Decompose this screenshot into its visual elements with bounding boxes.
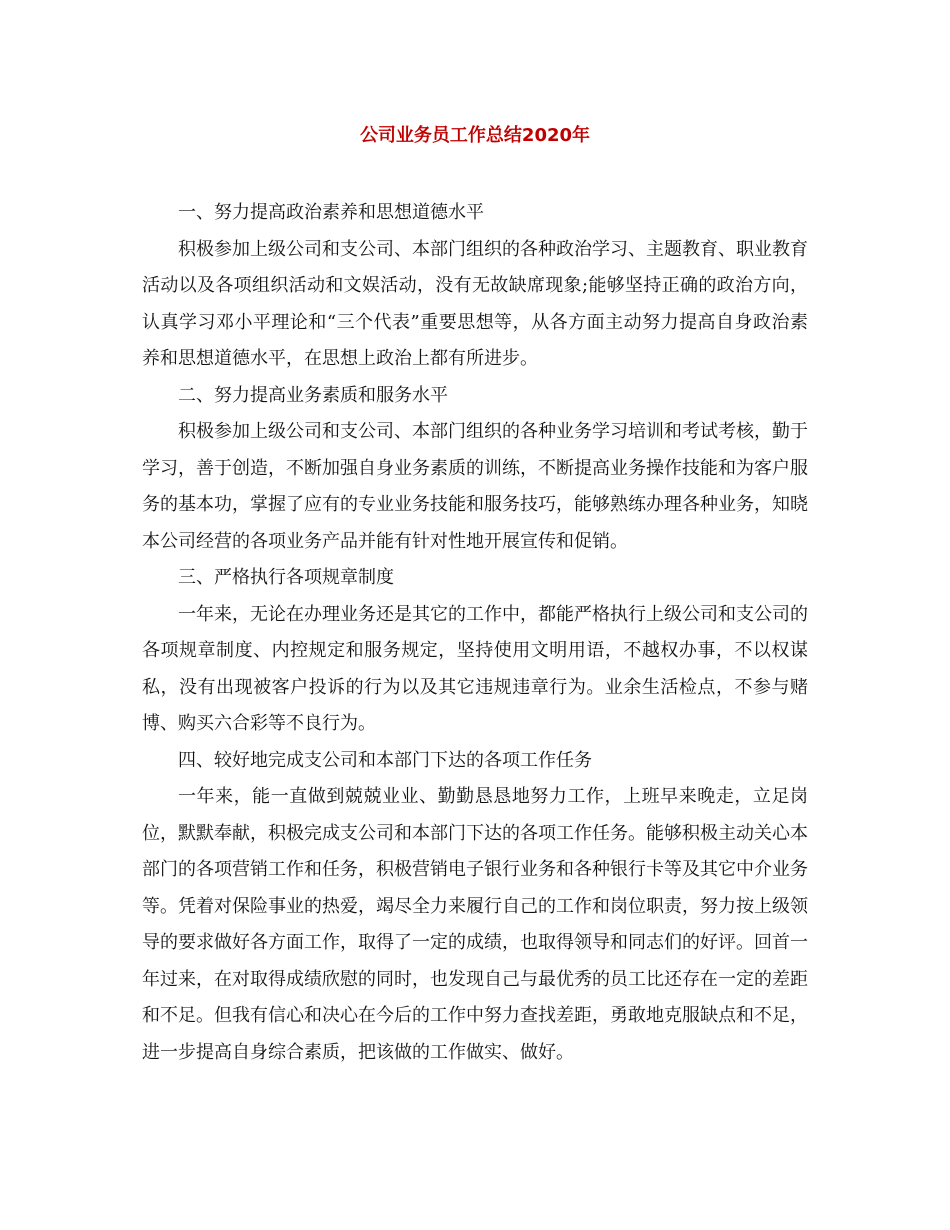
section-3 bbox=[142, 560, 808, 743]
section-1 bbox=[142, 195, 808, 378]
document-title: 公司业务员工作总结2020年 bbox=[359, 125, 591, 146]
section-paragraph: 积极参加上级公司和支公司、本部门组织的各种业务学习培训和考试考核，勤于学习，善于创造，不断加强自身业务素质的训练，不断提高业务操作技能和为客户服务的基本功，掌握了应有的专业业务技能和服务技巧，能够熟练办理各种业务，知晓本公司经营的各项业务产品并能有针对性地开展宣传和促销。 bbox=[142, 421, 808, 552]
document-body bbox=[142, 195, 808, 1071]
section-heading: 一、努力提高政治素养和思想道德水平 bbox=[178, 202, 484, 223]
section-2 bbox=[142, 378, 808, 561]
section-paragraph: 一年来，能一直做到兢兢业业、勤勤恳恳地努力工作，上班早来晚走，立足岗位，默默奉献，积极完成支公司和本部门下达的各项工作任务。能够积极主动关心本部门的各项营销工作和任务，积极营销电子银行业务和各种银行卡等及其它中介业务等。凭着对保险事业的热爱，竭尽全力来履行自己的工作和岗位职责，努力按上级领导的要求做好各方面工作，取得了一定的成绩，也取得领导和同志们的好评。回首一年过来，在对取得成绩欣慰的同时，也发现自己与最优秀的员工比还存在一定的差距和不足。但我有信心和决心在今后的工作中努力查找差距，勇敢地克服缺点和不足，进一步提高自身综合素质，把该做的工作做实、做好。 bbox=[142, 786, 808, 1063]
section-paragraph: 一年来，无论在办理业务还是其它的工作中，都能严格执行上级公司和支公司的各项规章制度、内控规定和服务规定，坚持使用文明用语，不越权办事，不以权谋私，没有出现被客户投诉的行为以及其它违规违章行为。业余生活检点，不参与赌博、购买六合彩等不良行为。 bbox=[142, 603, 808, 734]
section-heading: 二、努力提高业务素质和服务水平 bbox=[178, 384, 448, 406]
section-4 bbox=[142, 743, 808, 1072]
section-paragraph: 积极参加上级公司和支公司、本部门组织的各种政治学习、主题教育、职业教育活动以及各项组织活动和文娱活动，没有无故缺席现象;能够坚持正确的政治方向，认真学习邓小平理论和“三个代表”重要思想等，从各方面主动努力提高自身政治素养和思想道德水平，在思想上政治上都有所进步。 bbox=[142, 238, 808, 369]
section-heading: 三、严格执行各项规章制度 bbox=[178, 567, 394, 588]
section-heading: 四、较好地完成支公司和本部门下达的各项工作任务 bbox=[178, 749, 592, 771]
